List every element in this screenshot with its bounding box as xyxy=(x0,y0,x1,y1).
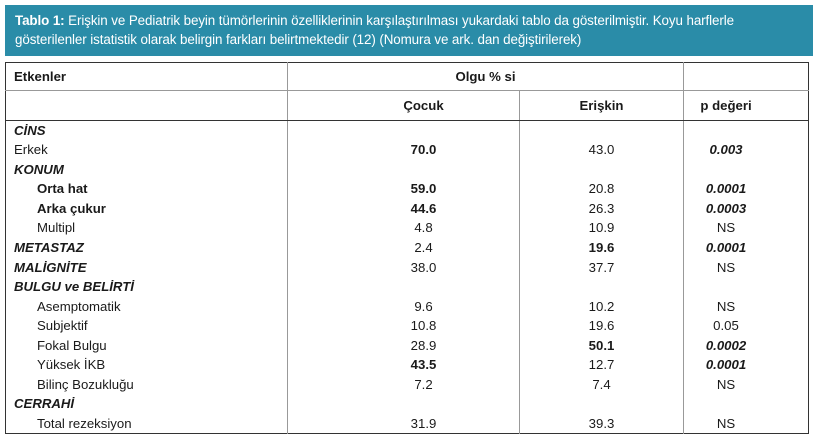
cell-child: 7.2 xyxy=(288,374,520,394)
cell-p: 0.05 xyxy=(713,318,739,334)
cell-adult: 50.1 xyxy=(520,335,684,355)
cell-p: NS xyxy=(716,259,736,275)
row-label: Bilinç Bozukluğu xyxy=(6,374,288,394)
cell-p: 0.0002 xyxy=(705,337,747,353)
table-row xyxy=(6,218,809,238)
cell-child: 28.9 xyxy=(288,335,520,355)
cell-child: 31.9 xyxy=(288,413,520,433)
table-row xyxy=(6,355,809,375)
header-empty xyxy=(684,63,809,91)
row-label: KONUM xyxy=(6,160,288,180)
cell-p: 0.003 xyxy=(709,142,743,158)
table-row xyxy=(6,374,809,394)
cell-adult: 20.8 xyxy=(520,179,684,199)
table-row xyxy=(6,296,809,316)
cell-p xyxy=(684,160,809,180)
cell-adult xyxy=(520,120,684,140)
cell-p: NS xyxy=(716,415,736,431)
cell-p: 0.0001 xyxy=(705,357,747,373)
table-row xyxy=(6,199,809,219)
row-label: Fokal Bulgu xyxy=(6,335,288,355)
cell-p: 0.0001 xyxy=(705,239,747,255)
table-row xyxy=(6,335,809,355)
cell-p: NS xyxy=(716,298,736,314)
cell-adult xyxy=(520,394,684,414)
row-label: Yüksek İKB xyxy=(6,355,288,375)
cell-adult: 19.6 xyxy=(520,238,684,258)
row-label: Multipl xyxy=(6,218,288,238)
table-row xyxy=(6,140,809,160)
header-blank xyxy=(6,91,288,120)
cell-p: NS xyxy=(716,220,736,236)
cell-adult: 26.3 xyxy=(520,199,684,219)
cell-p xyxy=(684,120,809,140)
table-row xyxy=(6,179,809,199)
row-label: CİNS xyxy=(6,120,288,140)
table-row xyxy=(6,120,809,140)
row-label: Orta hat xyxy=(6,179,288,199)
caption-label: Tablo 1: xyxy=(15,13,65,28)
cell-child xyxy=(288,277,520,297)
comparison-table xyxy=(5,62,809,434)
cell-child: 10.8 xyxy=(288,316,520,336)
cell-child: 70.0 xyxy=(288,140,520,160)
caption-text: Erişkin ve Pediatrik beyin tümörlerinin özelliklerinin karşılaştırılması yukardaki tablo da gösterilmiştir. Koyu harflerle gösterilenler istatistik olarak belirgin farkları belirtmektedir (12) (Nomura ve ark. dan değiştirilerek) xyxy=(15,13,734,47)
row-label: METASTAZ xyxy=(6,238,288,258)
header-child: Çocuk xyxy=(288,91,520,120)
cell-p: 0.0003 xyxy=(705,200,747,216)
cell-p: NS xyxy=(716,376,736,392)
header-row-1 xyxy=(6,63,809,91)
cell-child xyxy=(288,394,520,414)
cell-adult: 10.2 xyxy=(520,296,684,316)
cell-adult: 43.0 xyxy=(520,140,684,160)
cell-child: 4.8 xyxy=(288,218,520,238)
table-row xyxy=(6,316,809,336)
cell-adult: 37.7 xyxy=(520,257,684,277)
row-label: Subjektif xyxy=(6,316,288,336)
cell-child: 38.0 xyxy=(288,257,520,277)
table-row xyxy=(6,413,809,433)
cell-p: 0.0001 xyxy=(705,181,747,197)
cell-adult: 19.6 xyxy=(520,316,684,336)
cell-adult: 10.9 xyxy=(520,218,684,238)
cell-adult: 39.3 xyxy=(520,413,684,433)
row-label: Arka çukur xyxy=(6,199,288,219)
cell-p xyxy=(684,394,809,414)
cell-adult xyxy=(520,160,684,180)
header-adult: Erişkin xyxy=(520,91,684,120)
cell-child: 59.0 xyxy=(288,179,520,199)
row-label: Asemptomatik xyxy=(6,296,288,316)
header-group: Olgu % si xyxy=(288,63,684,91)
row-label: Erkek xyxy=(6,140,288,160)
table-row xyxy=(6,238,809,258)
header-row-2 xyxy=(6,91,809,120)
row-label: BULGU ve BELİRTİ xyxy=(6,277,288,297)
cell-child xyxy=(288,160,520,180)
header-factors: Etkenler xyxy=(6,63,288,91)
header-p: p değeri xyxy=(684,91,809,120)
table-row xyxy=(6,160,809,180)
cell-adult xyxy=(520,277,684,297)
table-caption xyxy=(5,5,813,56)
row-label: MALİGNİTE xyxy=(6,257,288,277)
cell-child: 9.6 xyxy=(288,296,520,316)
table-row xyxy=(6,257,809,277)
cell-child: 43.5 xyxy=(288,355,520,375)
table-row xyxy=(6,277,809,297)
cell-p xyxy=(684,277,809,297)
row-label: CERRAHİ xyxy=(6,394,288,414)
cell-adult: 7.4 xyxy=(520,374,684,394)
row-label: Total rezeksiyon xyxy=(6,413,288,433)
table-row xyxy=(6,394,809,414)
cell-child: 44.6 xyxy=(288,199,520,219)
cell-child xyxy=(288,120,520,140)
cell-adult: 12.7 xyxy=(520,355,684,375)
cell-child: 2.4 xyxy=(288,238,520,258)
